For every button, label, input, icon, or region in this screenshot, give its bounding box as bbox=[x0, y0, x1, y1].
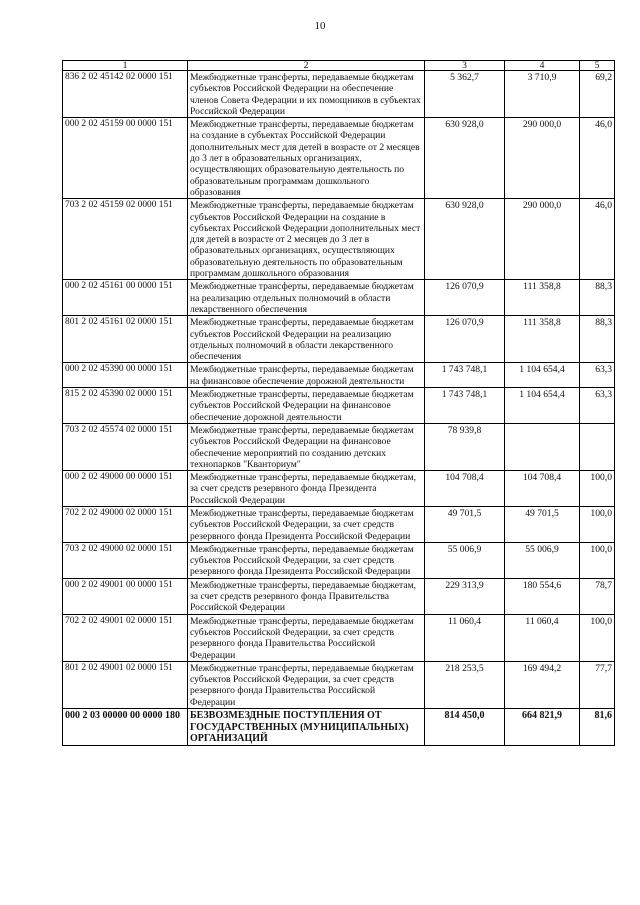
cell-percent: 46,0 bbox=[580, 199, 615, 280]
table-row bbox=[63, 199, 615, 280]
cell-plan: 5 362,7 bbox=[425, 71, 505, 118]
cell-percent: 100,0 bbox=[580, 506, 615, 542]
cell-percent: 63,3 bbox=[580, 388, 615, 424]
cell-plan: 630 928,0 bbox=[425, 199, 505, 280]
cell-percent: 46,0 bbox=[580, 118, 615, 199]
cell-name: Межбюджетные трансферты, передаваемые бюджетам субъектов Российской Федерации на финансовое обеспечение мероприятий по созданию детских технопарков "Кванториум" bbox=[188, 423, 425, 470]
cell-plan: 814 450,0 bbox=[425, 709, 505, 746]
cell-code: 000 2 02 49001 00 0000 151 bbox=[63, 578, 188, 614]
table-row bbox=[63, 316, 615, 363]
cell-fact: 1 104 654,4 bbox=[505, 388, 580, 424]
cell-plan: 55 006,9 bbox=[425, 542, 505, 578]
cell-fact: 290 000,0 bbox=[505, 118, 580, 199]
cell-percent: 88,3 bbox=[580, 316, 615, 363]
cell-name: Межбюджетные трансферты, передаваемые бюджетам субъектов Российской Федерации на реализацию отдельных полномочий в области лекарственного обеспечения bbox=[188, 316, 425, 363]
cell-fact: 49 701,5 bbox=[505, 506, 580, 542]
cell-name: БЕЗВОЗМЕЗДНЫЕ ПОСТУПЛЕНИЯ ОТ ГОСУДАРСТВЕННЫХ (МУНИЦИПАЛЬНЫХ) ОРГАНИЗАЦИЙ bbox=[188, 709, 425, 746]
cell-plan: 49 701,5 bbox=[425, 506, 505, 542]
cell-percent: 77,7 bbox=[580, 661, 615, 708]
cell-percent bbox=[580, 423, 615, 470]
cell-plan: 218 253,5 bbox=[425, 661, 505, 708]
cell-percent: 88,3 bbox=[580, 280, 615, 316]
cell-code: 815 2 02 45390 02 0000 151 bbox=[63, 388, 188, 424]
cell-name: Межбюджетные трансферты, передаваемые бюджетам на реализацию отдельных полномочий в области лекарственного обеспечения bbox=[188, 280, 425, 316]
cell-code: 000 2 02 45390 00 0000 151 bbox=[63, 363, 188, 388]
table-row bbox=[63, 614, 615, 661]
cell-percent: 63,3 bbox=[580, 363, 615, 388]
cell-fact: 111 358,8 bbox=[505, 280, 580, 316]
cell-name: Межбюджетные трансферты, передаваемые бюджетам субъектов Российской Федерации на создание в субъектах Российской Федерации дополнительных мест для детей в возрасте от 2 месяцев до 3 лет в образовательных организациях, осуществляющих образовательную деятельность по образовательным программам дошкольного образования bbox=[188, 199, 425, 280]
cell-plan: 126 070,9 bbox=[425, 280, 505, 316]
cell-fact: 664 821,9 bbox=[505, 709, 580, 746]
cell-fact: 1 104 654,4 bbox=[505, 363, 580, 388]
column-header-fact: 4 bbox=[505, 61, 580, 71]
cell-name: Межбюджетные трансферты, передаваемые бюджетам субъектов Российской Федерации, за счет средств резервного фонда Правительства Российской Федерации bbox=[188, 614, 425, 661]
table-row bbox=[63, 661, 615, 708]
cell-percent: 100,0 bbox=[580, 614, 615, 661]
cell-name: Межбюджетные трансферты, передаваемые бюджетам на создание в субъектах Российской Федерации дополнительных мест для детей в возрасте от 2 месяцев до 3 лет в образовательных организациях, осуществляющих образовательную деятельность по образовательным программам дошкольного образования bbox=[188, 118, 425, 199]
cell-fact: 290 000,0 bbox=[505, 199, 580, 280]
cell-fact: 180 554,6 bbox=[505, 578, 580, 614]
table-row bbox=[63, 388, 615, 424]
cell-percent: 81,6 bbox=[580, 709, 615, 746]
column-header-name: 2 bbox=[188, 61, 425, 71]
cell-plan: 11 060,4 bbox=[425, 614, 505, 661]
cell-code: 000 2 03 00000 00 0000 180 bbox=[63, 709, 188, 746]
cell-plan: 126 070,9 bbox=[425, 316, 505, 363]
cell-percent: 100,0 bbox=[580, 542, 615, 578]
cell-code: 000 2 02 45161 00 0000 151 bbox=[63, 280, 188, 316]
table-row bbox=[63, 71, 615, 118]
cell-plan: 104 708,4 bbox=[425, 471, 505, 507]
table-header-row bbox=[63, 61, 615, 71]
cell-plan: 1 743 748,1 bbox=[425, 388, 505, 424]
cell-code: 000 2 02 49000 00 0000 151 bbox=[63, 471, 188, 507]
cell-code: 703 2 02 49000 02 0000 151 bbox=[63, 542, 188, 578]
cell-plan: 630 928,0 bbox=[425, 118, 505, 199]
table-row bbox=[63, 363, 615, 388]
column-header-code: 1 bbox=[63, 61, 188, 71]
cell-code: 000 2 02 45159 00 0000 151 bbox=[63, 118, 188, 199]
cell-fact: 169 494,2 bbox=[505, 661, 580, 708]
cell-name: Межбюджетные трансферты, передаваемые бюджетам субъектов Российской Федерации на обеспечение членов Совета Федерации и их помощников в субъектах Российской Федерации bbox=[188, 71, 425, 118]
cell-fact: 11 060,4 bbox=[505, 614, 580, 661]
table-row bbox=[63, 280, 615, 316]
cell-name: Межбюджетные трансферты, передаваемые бюджетам, за счет средств резервного фонда Президента Российской Федерации bbox=[188, 471, 425, 507]
table-row bbox=[63, 471, 615, 507]
cell-percent: 69,2 bbox=[580, 71, 615, 118]
cell-name: Межбюджетные трансферты, передаваемые бюджетам субъектов Российской Федерации, за счет средств резервного фонда Президента Российской Федерации bbox=[188, 506, 425, 542]
cell-name: Межбюджетные трансферты, передаваемые бюджетам субъектов Российской Федерации на финансовое обеспечение дорожной деятельности bbox=[188, 388, 425, 424]
cell-code: 702 2 02 49001 02 0000 151 bbox=[63, 614, 188, 661]
cell-code: 703 2 02 45159 02 0000 151 bbox=[63, 199, 188, 280]
cell-code: 836 2 02 45142 02 0000 151 bbox=[63, 71, 188, 118]
cell-fact bbox=[505, 423, 580, 470]
table-row bbox=[63, 578, 615, 614]
cell-code: 702 2 02 49000 02 0000 151 bbox=[63, 506, 188, 542]
cell-name: Межбюджетные трансферты, передаваемые бюджетам, за счет средств резервного фонда Правительства Российской Федерации bbox=[188, 578, 425, 614]
cell-code: 703 2 02 45574 02 0000 151 bbox=[63, 423, 188, 470]
cell-plan: 78 939,8 bbox=[425, 423, 505, 470]
table-row bbox=[63, 506, 615, 542]
cell-name: Межбюджетные трансферты, передаваемые бюджетам на финансовое обеспечение дорожной деятельности bbox=[188, 363, 425, 388]
cell-code: 801 2 02 45161 02 0000 151 bbox=[63, 316, 188, 363]
cell-name: Межбюджетные трансферты, передаваемые бюджетам субъектов Российской Федерации, за счет средств резервного фонда Президента Российской Федерации bbox=[188, 542, 425, 578]
table-row bbox=[63, 709, 615, 746]
page-number: 10 bbox=[314, 20, 326, 32]
cell-name: Межбюджетные трансферты, передаваемые бюджетам субъектов Российской Федерации, за счет средств резервного фонда Правительства Российской Федерации bbox=[188, 661, 425, 708]
cell-fact: 111 358,8 bbox=[505, 316, 580, 363]
column-header-percent: 5 bbox=[580, 61, 615, 71]
cell-fact: 55 006,9 bbox=[505, 542, 580, 578]
table-row bbox=[63, 118, 615, 199]
table-body bbox=[63, 71, 615, 746]
budget-table bbox=[62, 60, 615, 746]
cell-plan: 229 313,9 bbox=[425, 578, 505, 614]
cell-plan: 1 743 748,1 bbox=[425, 363, 505, 388]
cell-fact: 3 710,9 bbox=[505, 71, 580, 118]
cell-fact: 104 708,4 bbox=[505, 471, 580, 507]
cell-code: 801 2 02 49001 02 0000 151 bbox=[63, 661, 188, 708]
table-row bbox=[63, 542, 615, 578]
column-header-plan: 3 bbox=[425, 61, 505, 71]
cell-percent: 78,7 bbox=[580, 578, 615, 614]
cell-percent: 100,0 bbox=[580, 471, 615, 507]
table-row bbox=[63, 423, 615, 470]
